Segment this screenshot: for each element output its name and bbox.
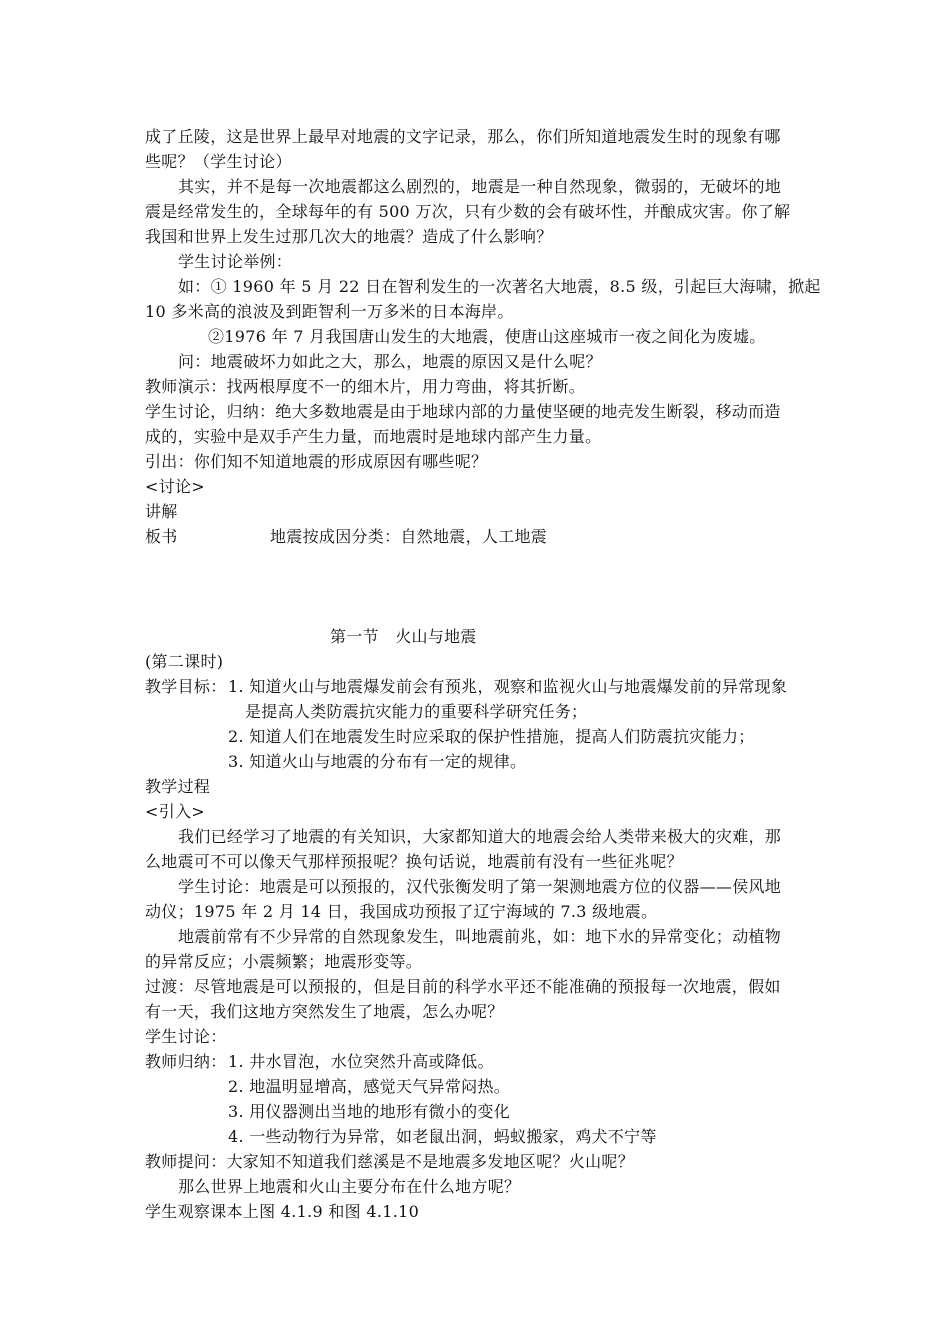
teacher-point: 2. 地温明显增高，感觉天气异常闷热。 [228, 1077, 511, 1096]
objective-item: 1. 知道火山与地震爆发前会有预兆，观察和监视火山与地震爆发前的异常现象 [228, 677, 788, 696]
text-line: 学生讨论举例： [178, 252, 293, 271]
section-title: 第一节 火山与地震 [330, 627, 477, 646]
text-line: 的异常反应；小震频繁；地震形变等。 [145, 952, 423, 971]
objective-item: 是提高人类防震抗灾能力的重要科学研究任务； [245, 702, 588, 721]
text-line: 学生讨论：地震是可以预报的，汉代张衡发明了第一架测地震方位的仪器——侯风地 [178, 877, 782, 896]
text-line: 10 多米高的浪波及到距智利一万多米的日本海岸。 [145, 302, 514, 321]
text-line: 有一天，我们这地方突然发生了地震，怎么办呢？ [145, 1002, 504, 1021]
text-line: 过渡：尽管地震是可以预报的，但是目前的科学水平还不能准确的预报每一次地震，假如 [145, 977, 781, 996]
text-line: 教师演示：找两根厚度不一的细木片，用力弯曲，将其折断。 [145, 377, 586, 396]
text-line: <讨论> [145, 477, 206, 496]
objectives-label: 教学目标： [145, 677, 227, 696]
lesson-label: (第二课时) [145, 652, 224, 671]
text-line: 么地震可不可以像天气那样预报呢？换句话说，地震前有没有一些征兆呢？ [145, 852, 683, 871]
teacher-point: 1. 井水冒泡，水位突然升高或降低。 [228, 1052, 494, 1071]
objective-item: 2. 知道人们在地震发生时应采取的保护性措施，提高人们防震抗灾能力； [228, 727, 755, 746]
text-line: 我们已经学习了地震的有关知识，大家都知道大的地震会给人类带来极大的灾难，那 [178, 827, 782, 846]
objective-item: 3. 知道火山与地震的分布有一定的规律。 [228, 752, 527, 771]
teacher-label: 教师归纳： [145, 1052, 227, 1071]
teacher-point: 3. 用仪器测出当地的地形有微小的变化 [228, 1102, 511, 1121]
text-line: 学生讨论： [145, 1027, 227, 1046]
text-line: 引出：你们知不知道地震的形成原因有哪些呢？ [145, 452, 488, 471]
text-line: 我国和世界上发生过那几次大的地震？造成了什么影响？ [145, 227, 553, 246]
text-line: 学生观察课本上图 4.1.9 和图 4.1.10 [145, 1202, 420, 1221]
text-line: 成了丘陵，这是世界上最早对地震的文字记录，那么，你们所知道地震发生时的现象有哪 [145, 127, 781, 146]
board-line [145, 525, 178, 549]
text-line: 问：地震破坏力如此之大，那么，地震的原因又是什么呢？ [178, 352, 602, 371]
board-label: 板书 [145, 527, 178, 546]
text-line: 成的，实验中是双手产生力量，而地震时是地球内部产生力量。 [145, 427, 602, 446]
process-label: 教学过程 [145, 777, 211, 796]
text-line: 震是经常发生的，全球每年的有 500 万次，只有少数的会有破坏性，并酿成灾害。你了解 [145, 202, 791, 221]
text-line: ②1976 年 7 月我国唐山发生的大地震，使唐山这座城市一夜之间化为废墟。 [208, 327, 766, 346]
text-line: 动仪；1975 年 2 月 14 日，我国成功预报了辽宁海域的 7.3 级地震。 [145, 902, 658, 921]
text-line: 其实，并不是每一次地震都这么剧烈的，地震是一种自然现象，微弱的，无破坏的地 [178, 177, 782, 196]
text-line: 些呢？（学生讨论） [145, 152, 292, 171]
text-line: 讲解 [145, 502, 178, 521]
board-content: 地震按成因分类：自然地震，人工地震 [270, 527, 548, 546]
text-line: 地震前常有不少异常的自然现象发生，叫地震前兆，如：地下水的异常变化；动植物 [178, 927, 782, 946]
intro-label: <引入> [145, 802, 206, 821]
text-line: 学生讨论，归纳：绝大多数地震是由于地球内部的力量使坚硬的地壳发生断裂，移动而造 [145, 402, 781, 421]
text-line: 如：① 1960 年 5 月 22 日在智利发生的一次著名大地震，8.5 级，引起巨大海啸，掀起 [178, 277, 821, 296]
teacher-point: 4. 一些动物行为异常，如老鼠出洞，蚂蚁搬家，鸡犬不宁等 [228, 1127, 657, 1146]
text-line: 教师提问：大家知不知道我们慈溪是不是地震多发地区呢？火山呢？ [145, 1152, 635, 1171]
text-line: 那么世界上地震和火山主要分布在什么地方呢？ [178, 1177, 521, 1196]
